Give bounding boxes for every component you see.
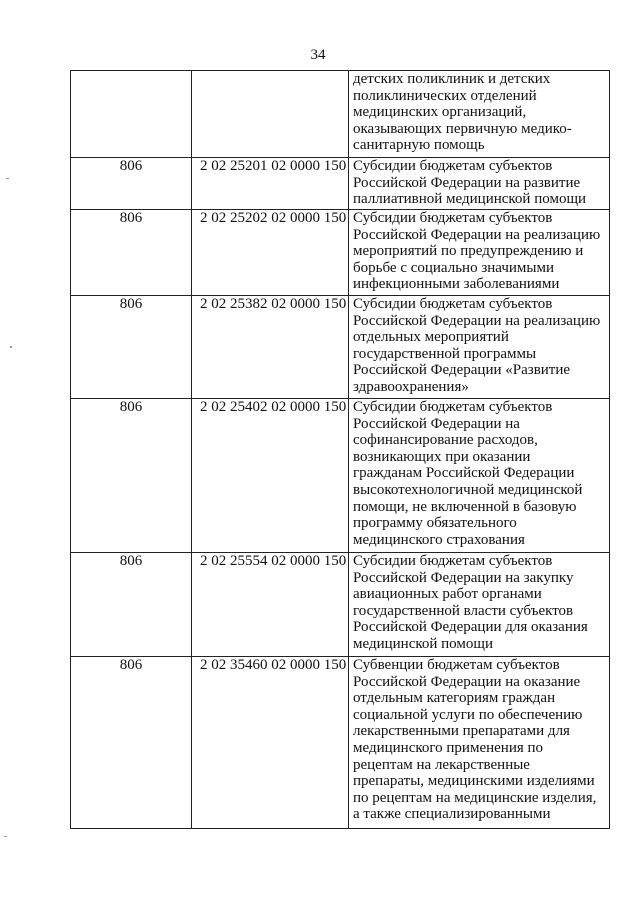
scan-artifact bbox=[4, 836, 7, 837]
kbk-cell bbox=[192, 71, 349, 158]
admin-code-cell bbox=[71, 296, 192, 399]
admin-code: 806 bbox=[119, 657, 143, 673]
revenue-name: Субсидии бюджетам субъектов Российской Федерации на реализацию мероприятий по предупреждению и борьбе с социально значимыми инфекционными заболеваниями bbox=[353, 210, 601, 293]
table-row bbox=[71, 210, 610, 296]
page-number: 34 bbox=[310, 47, 326, 63]
revenue-name: Субсидии бюджетам субъектов Российской Федерации на софинансирование расходов, возникающих при оказании гражданам Российской Федерации высокотехнологичной медицинской помощи, не включенной в базовую программу обязательного медицинского страхования bbox=[353, 399, 583, 548]
table-row bbox=[71, 71, 610, 158]
name-cell bbox=[349, 657, 610, 829]
name-cell bbox=[349, 210, 610, 296]
kbk-code: 2 02 25201 02 0000 150 bbox=[200, 158, 347, 174]
kbk-cell bbox=[192, 399, 349, 553]
admin-code-cell bbox=[71, 71, 192, 158]
kbk-code: 2 02 35460 02 0000 150 bbox=[200, 657, 347, 673]
admin-code-cell bbox=[71, 657, 192, 829]
revenue-name: Субсидии бюджетам субъектов Российской Федерации на закупку авиационных работ органами государственной власти субъектов Российской Федерации для оказания медицинской помощи bbox=[353, 553, 588, 652]
revenue-name: Субсидии бюджетам субъектов Российской Федерации на реализацию отдельных мероприятий государственной программы Российской Федерации «Развитие здравоохранения» bbox=[353, 296, 601, 395]
revenue-name: детских поликлиник и детских поликлинических отделений медицинских организаций, оказывающих первичную медико- санитарную помощь bbox=[353, 71, 572, 154]
admin-code: 806 bbox=[119, 553, 143, 569]
kbk-code: 2 02 25202 02 0000 150 bbox=[200, 210, 347, 226]
admin-code: 806 bbox=[119, 296, 143, 312]
kbk-cell bbox=[192, 657, 349, 829]
kbk-code: 2 02 25554 02 0000 150 bbox=[200, 553, 347, 569]
kbk-code: 2 02 25382 02 0000 150 bbox=[200, 296, 347, 312]
admin-code: 806 bbox=[119, 158, 143, 174]
admin-code-cell bbox=[71, 553, 192, 657]
admin-code: 806 bbox=[119, 399, 143, 415]
budget-classification-table bbox=[70, 70, 610, 829]
kbk-cell bbox=[192, 553, 349, 657]
admin-code-cell bbox=[71, 399, 192, 553]
scan-artifact bbox=[6, 178, 9, 179]
name-cell bbox=[349, 296, 610, 399]
admin-code-cell bbox=[71, 158, 192, 210]
name-cell bbox=[349, 158, 610, 210]
name-cell bbox=[349, 71, 610, 158]
table-row bbox=[71, 296, 610, 399]
table-row bbox=[71, 158, 610, 210]
revenue-name: Субсидии бюджетам субъектов Российской Федерации на развитие паллиативной медицинской помощи bbox=[353, 158, 587, 208]
scan-artifact bbox=[10, 346, 12, 348]
name-cell bbox=[349, 553, 610, 657]
kbk-cell bbox=[192, 158, 349, 210]
table-row bbox=[71, 657, 610, 829]
kbk-cell bbox=[192, 210, 349, 296]
table-row bbox=[71, 553, 610, 657]
kbk-cell bbox=[192, 296, 349, 399]
revenue-name: Субвенции бюджетам субъектов Российской Федерации на оказание отдельным категориям граждан социальной услуги по обеспечению лекарственными препаратами для медицинского применения по рецептам на лекарственные препараты, медицинскими изделиями по рецептам на медицинские изделия, а также специализированными bbox=[353, 657, 597, 823]
admin-code-cell bbox=[71, 210, 192, 296]
name-cell bbox=[349, 399, 610, 553]
admin-code: 806 bbox=[119, 210, 143, 226]
table-row bbox=[71, 399, 610, 553]
kbk-code: 2 02 25402 02 0000 150 bbox=[200, 399, 347, 415]
